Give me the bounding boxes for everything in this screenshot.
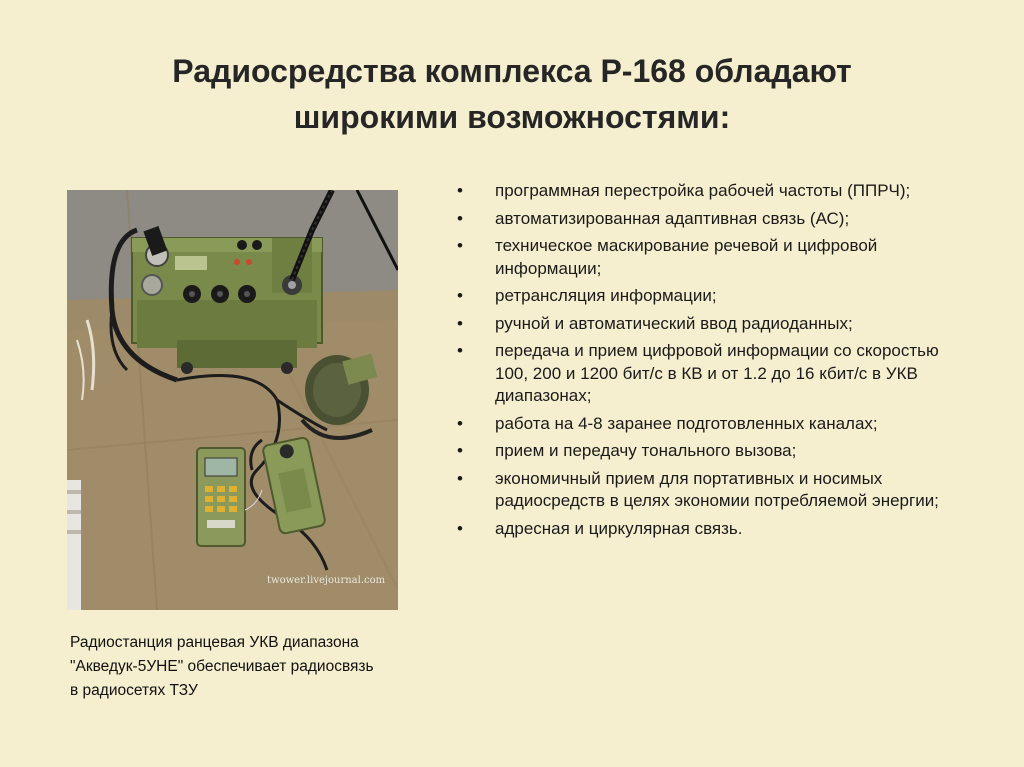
bullet-icon: • [457, 236, 463, 255]
caption-line-1: Радиостанция ранцевая УКВ диапазона [70, 634, 359, 651]
list-item [455, 208, 975, 231]
bullet-icon: • [457, 313, 463, 333]
list-item-text: работа на 4-8 заранее подготовленных каналах; [495, 413, 878, 433]
list-item-text: прием и передачу тонального вызова; [495, 441, 797, 460]
slide-title [80, 48, 944, 140]
capabilities-list [455, 180, 975, 545]
radio-station-photo [67, 190, 398, 610]
title-line-2: широкими возможностями: [293, 99, 731, 135]
list-item-text: экономичный прием для портативных и носимых радиосредств в целях экономии потребляемой энергии; [495, 468, 939, 510]
list-item [455, 285, 975, 308]
bullet-icon: • [457, 181, 463, 200]
list-item [455, 180, 975, 203]
bullet-icon: • [457, 468, 463, 488]
bullet-icon: • [457, 208, 463, 228]
photo-watermark: twower.livejournal.com [267, 575, 386, 586]
list-item [455, 468, 975, 513]
list-item [455, 313, 975, 336]
list-item-text: адресная и циркулярная связь. [495, 518, 743, 538]
caption-line-3: в радиосетях ТЗУ [70, 682, 198, 699]
bullet-icon: • [457, 286, 463, 305]
list-item [455, 235, 975, 280]
bullet-icon: • [457, 413, 463, 433]
title-line-1: Радиосредства комплекса Р-168 обладают [172, 53, 852, 89]
caption-line-2: "Акведук-5УНЕ" обеспечивает радиосвязь [70, 658, 374, 675]
list-item-text: ретрансляция информации; [495, 286, 717, 305]
photo-caption [70, 631, 450, 703]
bullet-icon: • [457, 518, 463, 538]
bullet-icon: • [457, 341, 463, 360]
list-item [455, 440, 975, 463]
list-item-text: ручной и автоматический ввод радиоданных; [495, 313, 853, 333]
list-item-text: передача и прием цифровой информации со скоростью 100, 200 и 1200 бит/с в КВ и от 1.2 до 16 кбит/с в УКВ диапазонах; [495, 341, 939, 405]
bullet-icon: • [457, 441, 463, 460]
list-item [455, 518, 975, 541]
list-item-text: программная перестройка рабочей частоты (ППРЧ); [495, 181, 911, 200]
list-item-text: автоматизированная адаптивная связь (АС); [495, 208, 850, 228]
list-item [455, 413, 975, 436]
list-item-text: техническое маскирование речевой и цифровой информации; [495, 236, 878, 278]
list-item [455, 340, 975, 408]
